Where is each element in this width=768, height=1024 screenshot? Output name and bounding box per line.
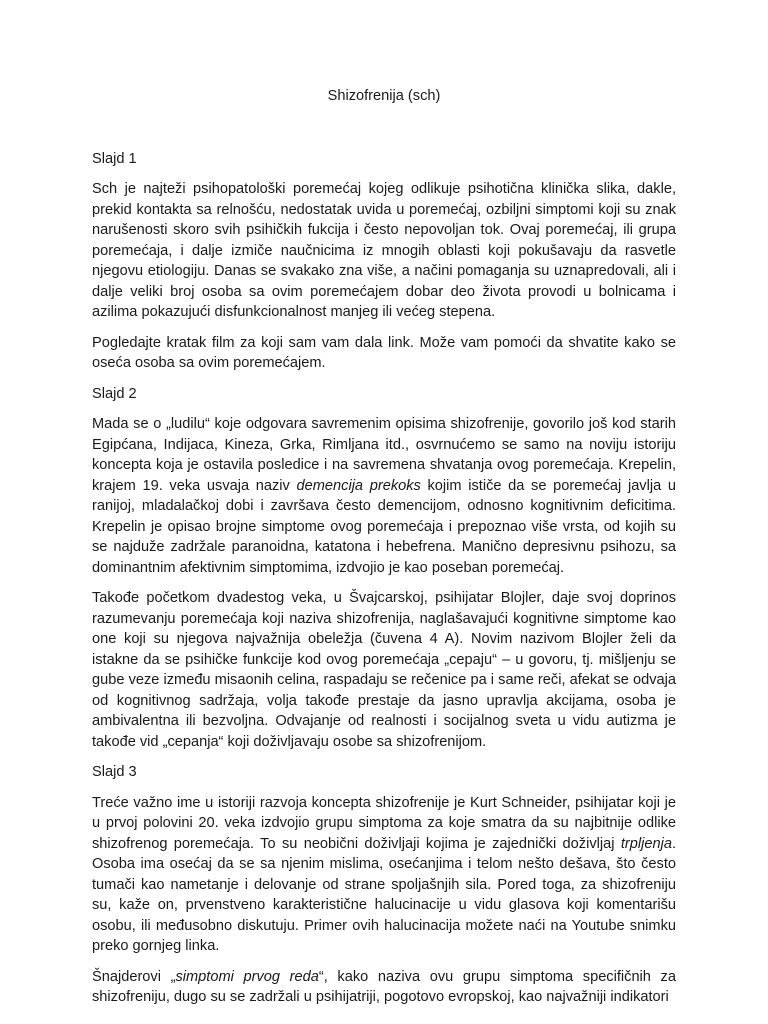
text-run: kojim ističe da se poremećaj javlja u ranijoj, mladalačkoj dobi i završava često demencijom, odnosno kognitivnim deficitima. Krepelin je opisao brojne simptome ovog poremećaja i prepoznao više vrsta, od kojih su se najduže zadržale paranoidna, katatona i hebefrena. Manično depresivnu psihozu, sa dominantnim afektivnim simptomima, izdvojio je kao poseban poremećaj. — [92, 477, 676, 576]
slide-2-label: Slajd 2 — [92, 385, 137, 402]
text-run: Mada se o „ludilu“ koje odgovara savremenim opisima shizofrenije, govorilo još kod starih Egipćana, Indijaca, Kineza, Grka, Rimljana itd., osvrnućemo se samo na noviju istoriju koncepta koja je ostavila posledice i na savremena shvatanja ovog poremećaja. Krepelin, krajem 19. veka usvaja naziv — [92, 416, 676, 494]
slide-3-paragraph-2 — [92, 967, 676, 1008]
text-run: Treće važno ime u istoriji razvoja koncepta shizofrenije je Kurt Schneider, psihijatar koji je u prvoj polovini 20. veka izdvojio grupu simptoma za koje smatra da su najbitnije odlike shizofrenog poremećaja. To su neobični doživljaji kojima je zajednički doživljaj — [92, 794, 676, 852]
document-page — [92, 86, 676, 1008]
slide-2-paragraph-1 — [92, 414, 676, 578]
italic-term: demencija prekoks — [296, 477, 421, 494]
text-run: “, kako naziva ovu grupu simptoma specifičnih za shizofreniju, dugo su se zadržali u psihijatriji, pogotovo evropskoj, kao najvažniji indikatori — [92, 968, 676, 1005]
text-run: . Osoba ima osećaj da se sa njenim mislima, osećanjima i telom nešto dešava, što često tumači kao nametanje i delovanje od strane spoljašnjih sila. Pored toga, za shizofreniju su, kaže on, prvenstveno karakteristične halucinacije u vidu glasova koji komentarišu osobu, ili međusobno diskutuju. Primer ovih halucinacija možete naći na Youtube snimku preko gornjeg linka. — [92, 835, 676, 954]
text-run: Šnajderovi „ — [92, 968, 176, 985]
italic-term: trpljenja — [620, 835, 672, 852]
slide-3-paragraph-1 — [92, 793, 676, 957]
document-title: Shizofrenija (sch) — [327, 88, 441, 104]
slide-1-label: Slajd 1 — [92, 150, 137, 167]
slide-3-label: Slajd 3 — [92, 764, 137, 780]
italic-term: simptomi prvog reda — [175, 968, 319, 985]
slide-2-paragraph-2: Takođe početkom dvadestog veka, u Švajcarskoj, psihijatar Blojler, daje svoj doprinos razumevanju poremećaja koji naziva shizofrenija, naglašavajući kognitivne simptome kao one koji su njegova najvažnija obeležja (čuvena 4 A). Novim nazivom Blojler želi da istakne da se psihičke funkcije kod ovog poremećaja „cepaju“ – u govoru, tj. mišljenju se gube veze između misaonih celina, raspadaju se rečenice pa i same reči, afekat se odvaja od kognitivnog sadržaja, volja takođe prestaje da jasno upravlja akcijama, osoba je ambivalentna ili bezvoljna. Odvajanje od realnosti i socijalnog sveta u vidu autizma je takođe vid „cepanja“ koji doživljavaju osobe sa shizofrenijom. — [92, 590, 676, 750]
slide-1-paragraph-2: Pogledajte kratak film za koji sam vam dala link. Može vam pomoći da shvatite kako se oseća osoba sa ovim poremećajem. — [92, 334, 676, 371]
slide-1-paragraph-1: Sch je najteži psihopatološki poremećaj kojeg odlikuje psihotična klinička slika, dakle, prekid kontakta sa relnošću, nedostatak uvida u poremećaj, ozbiljni simptomi koji su znak narušenosti skoro svih psihičkih fukcija i često nepovoljan tok. Ovaj poremećaj, ili grupa poremećaja, i dalje izmiče naučnicima iz mnogih oblasti koji pokušavaju da rasvetle njegovu etiologiju. Danas se svakako zna više, a načini pomaganja su uznapredovali, ali i dalje veliki broj osoba sa ovim poremećajem dobar deo života provodi u bolnicama i azilima pokazujući disfunkcionalnost manjeg ili većeg stepena. — [92, 181, 676, 320]
